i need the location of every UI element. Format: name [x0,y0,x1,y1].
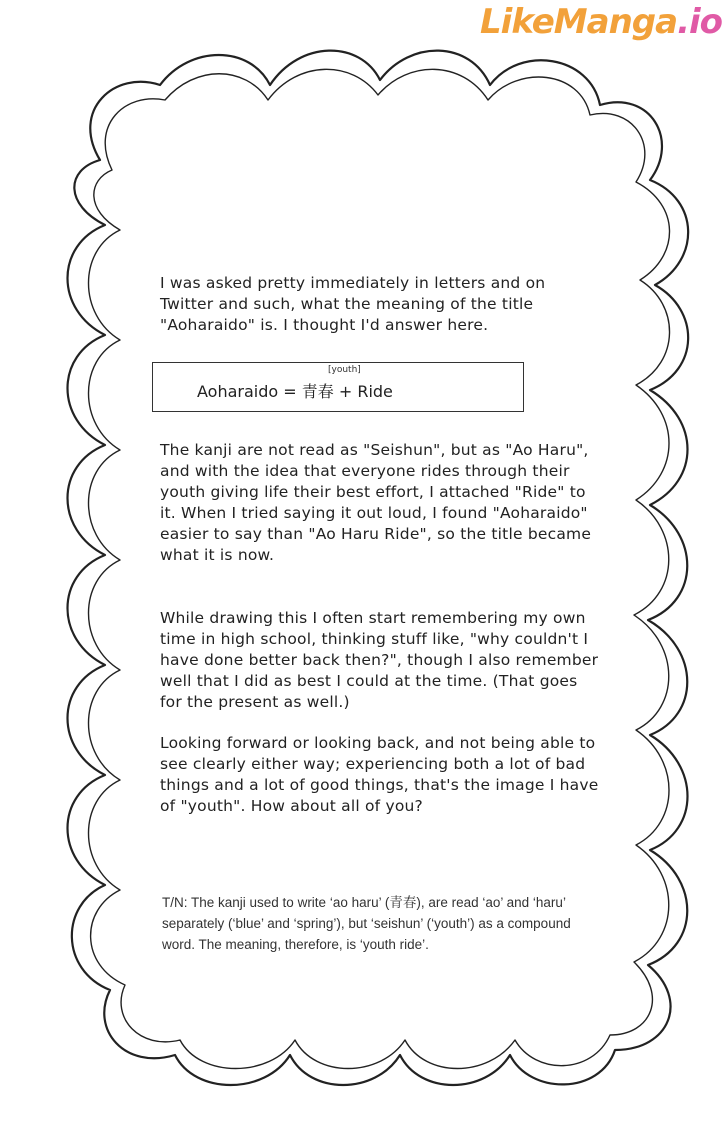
watermark-part-1: LikeManga [480,2,678,42]
youth-paragraph: Looking forward or looking back, and not being able to see clearly either way; experiencing both a lot of bad things and a lot of good things, that's the image I have of "youth". How about all of you? [160,734,599,815]
memories-paragraph: While drawing this I often start remembering my own time in high school, thinking stuff like, "why couldn't I have done better back then?", though I also remember well that I did as best I could at the time. (That goes for the present as well.) [160,609,599,711]
watermark-part-2: .io [677,2,722,42]
translator-note: T/N: The kanji used to write ‘ao haru’ (青春), are read ‘ao’ and ‘haru’ separately (‘blue’ and ‘spring’), but ‘seishun’ (‘youth’) as a compound word. The meaning, therefore, is ‘youth ride’. [162,895,571,952]
intro-paragraph: I was asked pretty immediately in letters and on Twitter and such, what the meaning of the title "Aoharaido" is. I thought I'd answer here. [160,274,546,334]
explanation-paragraph: The kanji are not read as "Seishun", but as "Ao Haru", and with the idea that everyone rides through their youth giving life their best effort, I attached "Ride" to it. When I tried saying it out loud, I found "Aoharaido" easier to say than "Ao Haru Ride", so the title became what it is now. [160,441,592,564]
ruby-annotation: [youth] [328,365,361,375]
title-formula: Aoharaido = 青春 + Ride [197,382,393,401]
title-formula-box [152,362,524,412]
